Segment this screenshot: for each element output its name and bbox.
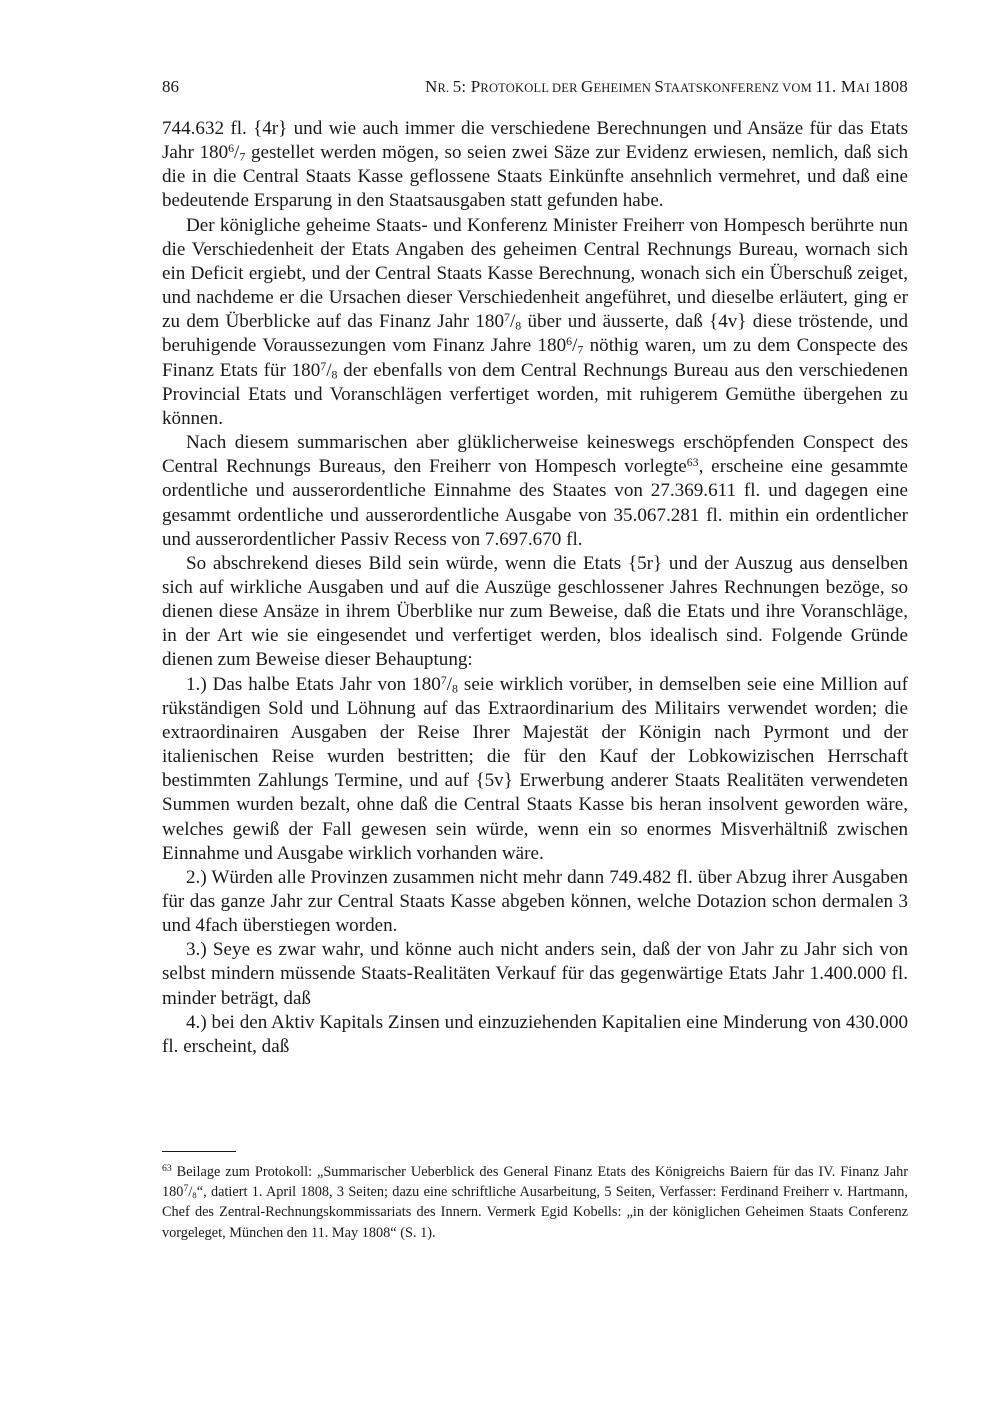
fraction-denominator: 8 (192, 1190, 197, 1201)
running-head (425, 77, 908, 97)
running-head-part: N (425, 77, 438, 96)
text-run: “, datiert 1. April 1808, 3 Seiten; dazu eine schriftliche Ausarbeitung, 5 Seiten, Verfasser: Ferdinand Freiherr v. Hartmann, Chef des Zentral-Rechnungskommissariats des Innern. Vermerk Egid Kobells: „in der königlichen Geheimen Staats Conferenz vorgeleget, München den 11. May 1808“ (S. 1). (162, 1184, 908, 1241)
footnote-reference[interactable]: 63 (686, 455, 699, 470)
fraction-slash: / (326, 359, 332, 381)
text-run: über und äusserte, daß {4v} diese tröstende, und beruhigende Voraussezungen vom Finanz Jahre 180 (162, 311, 908, 357)
running-head-part: AI (856, 81, 874, 95)
fraction-denominator: 8 (331, 367, 338, 382)
fraction-numerator: 7 (320, 358, 327, 373)
running-head-part: S (654, 77, 665, 96)
page-number: 86 (162, 77, 179, 96)
paragraph (162, 673, 908, 866)
text-run: gestellet werden mögen, so seien zwei Säze zur Evidenz erwiesen, nemlich, daß sich die in die Central Staats Kasse geflossene Staats Einkünfte ansehnlich vermehret, und daß eine bedeutende Ersparung in den Staatsausgaben statt gefunden habe. (162, 142, 908, 212)
footnote (162, 1162, 908, 1243)
fraction-numerator: 7 (183, 1183, 189, 1195)
footnote-number: 63 (162, 1162, 172, 1174)
footnote-divider (162, 1151, 236, 1152)
running-head-part: ROTOKOLL (480, 81, 553, 95)
paragraph (162, 117, 908, 214)
text-run: Beilage zum Protokoll: „Summarischer Ueberblick des General Finanz Etats des Königreichs Baiern für das IV. Finanz Jahr 180 (162, 1164, 908, 1201)
fraction-denominator: 8 (452, 681, 458, 696)
fraction-numerator: 7 (504, 310, 510, 325)
main-text (162, 117, 908, 1059)
running-head-part: VOM (782, 81, 816, 95)
fraction-numerator: 7 (440, 672, 447, 687)
running-head-part: EHEIMEN (593, 81, 655, 95)
running-head-part: G (580, 77, 594, 96)
text-run: der ebenfalls von dem Central Rechnungs Bureau aus den verschiedenen Provincial Etats und Voranschlägen verfertiget worden, mit ruhigerem Gemüthe übergehen zu können. (162, 359, 908, 429)
fraction-slash: / (446, 673, 453, 695)
running-head-part: TAATSKONFERENZ (664, 81, 783, 95)
fraction-slash: / (188, 1184, 193, 1201)
text-run: Nach diesem summarischen aber glüklicherweise keineswegs erschöpfenden Conspect des Central Rechnungs Bureaus, den Freiherr von Hompesch vorlegte (162, 432, 908, 478)
paragraph: 2.) Würden alle Provinzen zusammen nicht mehr dann 749.482 fl. über Abzug ihrer Ausgaben für das ganze Jahr zur Central Staats Kasse abgeben können, welche Dotazion schon dermalen 3 und 4fach überstiegen worden. (162, 866, 908, 937)
fraction-numerator: 6 (228, 141, 235, 155)
text-run: nöthig waren, um zu dem Conspecte des Finanz Etats für 180 (162, 335, 908, 381)
fraction-denominator: 7 (239, 149, 246, 164)
page-header (162, 77, 908, 101)
paragraph (162, 431, 908, 552)
fraction-denominator: 7 (577, 343, 584, 357)
running-head-part: DER (552, 81, 581, 95)
text-run: , erscheine eine gesammte ordentliche und ausserordentliche Einnahme des Staates von 27.369.611 fl. und dagegen eine gesammt ordentliche und ausserordentliche Ausgabe von 35.067.281 fl. mithin ein ordentlicher und ausserordentlicher Passiv Recess von 7.697.670 fl. (162, 456, 908, 550)
fraction-slash: / (509, 311, 516, 333)
paragraph: 3.) Seye es zwar wahr, und könne auch nicht anders sein, daß der von Jahr zu Jahr sich von selbst mindern müssende Staats-Realitäten Verkauf für das gegenwärtige Etats Jahr 1.400.000 fl. minder beträgt, daß (162, 939, 908, 1009)
text-run: 744.632 fl. {4r} und wie auch immer die verschiedene Berechnungen und Ansäze für das Etats Jahr 180 (162, 118, 908, 164)
running-head-part: 1808 (873, 77, 908, 96)
running-head-part: 11. M (815, 77, 857, 96)
text-run: 1.) Das halbe Etats Jahr von 180 (186, 673, 441, 695)
running-head-part: R. (437, 81, 453, 95)
paragraph: So abschrekend dieses Bild sein würde, wenn die Etats {5r} und der Auszug aus denselben sich auf wirkliche Ausgaben und auf die Auszüge geschlossener Jahres Rechnungen bezöge, so dienen diese Ansäze in ihrem Überblike nur zum Beweise, daß die Etats und ihre Voranschläge, in der Art wie sie eingesendet und verfertiget werden, blos idealisch sind. Folgende Gründe dienen zum Beweise dieser Behauptung: (162, 552, 908, 671)
running-head-part: 5: P (452, 77, 481, 96)
fraction-slash: / (234, 142, 240, 164)
fraction-numerator: 6 (566, 334, 573, 349)
fraction-denominator: 8 (515, 318, 522, 333)
text-run: Der königliche geheime Staats- und Konferenz Minister Freiherr von Hompesch berührte nun die Verschiedenheit der Etats Angaben des geheimen Central Rechnungs Bureau, wornach sich ein Deficit ergiebt, und der Central Staats Kasse Berechnung, wonach sich ein Überschuß zeiget, und nachdeme er die Ursachen dieser Verschiedenheit angeführet, und dieselbe erläutert, ging er zu dem Überblicke auf das Finanz Jahr 180 (162, 214, 908, 333)
paragraph: 4.) bei den Aktiv Kapitals Zinsen und einzuziehenden Kapitalien eine Minderung von 430.000 fl. erscheint, daß (162, 1011, 908, 1057)
fraction-slash: / (572, 335, 578, 357)
text-run: seie wirklich vorüber, in demselben seie eine Million auf rükständigen Sold und Löhnung auf das Extraordinarium des Militairs verwendet worden; die extraordinairen Ausgaben der Reise Ihrer Majestät der Königin nach Pyrmont und der italienischen Reise wurden bestritten; die für den Kauf der Lobkowizischen Herrschaft bestimmten Zahlungs Termine, und auf {5v} Erwerbung anderer Staats Realitäten verwendeten Summen wurden bezalt, ohne daß die Central Staats Kasse bis heran insolvent geworden wäre, welches gewiß der Fall gewesen sein würde, wenn ein so enormes Misverhältniß zwischen Einnahme und Ausgabe wirklich vorhanden wäre. (162, 673, 909, 864)
paragraph (162, 214, 908, 431)
